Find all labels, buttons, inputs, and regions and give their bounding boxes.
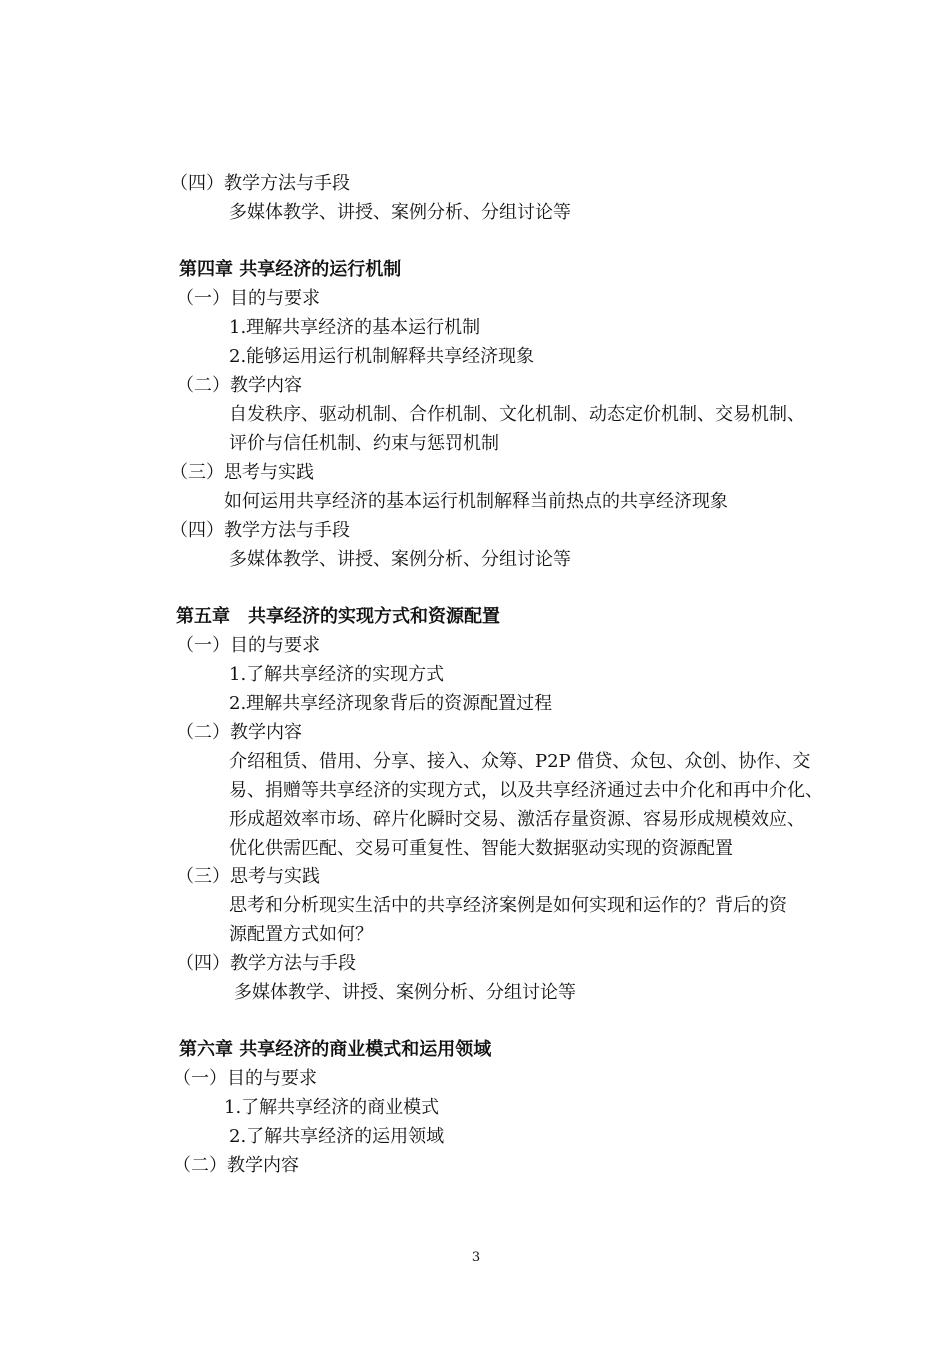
section-heading: （二）教学内容: [173, 1155, 299, 1176]
list-item: 2.了解共享经济的运用领域: [229, 1126, 445, 1147]
section-text: 介绍租赁、借用、分享、接入、众筹、P2P 借贷、众包、众创、协作、交: [229, 751, 811, 772]
section-text: 优化供需匹配、交易可重复性、智能大数据驱动实现的资源配置: [229, 838, 733, 859]
section-heading: （四）教学方法与手段: [170, 520, 350, 541]
list-item: 2.理解共享经济现象背后的资源配置过程: [229, 693, 553, 714]
list-item: 1.了解共享经济的商业模式: [224, 1097, 440, 1118]
section-text: 易、捐赠等共享经济的实现方式，以及共享经济通过去中介化和再中介化、: [229, 780, 823, 801]
list-item: 1.了解共享经济的实现方式: [229, 664, 445, 685]
section-heading: （三）思考与实践: [176, 866, 320, 887]
section-text: 多媒体教学、讲授、案例分析、分组讨论等: [229, 549, 571, 570]
section-text: 多媒体教学、讲授、案例分析、分组讨论等: [229, 202, 571, 223]
section-text: 多媒体教学、讲授、案例分析、分组讨论等: [234, 982, 576, 1003]
section-heading: （一）目的与要求: [176, 288, 320, 309]
section-heading: （二）教学内容: [176, 722, 302, 743]
section-heading: （四）教学方法与手段: [170, 173, 350, 194]
chapter-title: 第六章 共享经济的商业模式和运用领域: [179, 1039, 492, 1060]
section-text: 自发秩序、驱动机制、合作机制、文化机制、动态定价机制、交易机制、: [229, 404, 805, 425]
section-heading: （一）目的与要求: [176, 635, 320, 656]
section-text: 思考和分析现实生活中的共享经济案例是如何实现和运作的？背后的资: [229, 895, 787, 916]
section-heading: （三）思考与实践: [170, 462, 314, 483]
section-text: 如何运用共享经济的基本运行机制解释当前热点的共享经济现象: [224, 491, 728, 512]
chapter-title: 第四章 共享经济的运行机制: [179, 259, 402, 280]
section-text: 形成超效率市场、碎片化瞬时交易、激活存量资源、容易形成规模效应、: [229, 809, 805, 830]
chapter-title: 第五章 共享经济的实现方式和资源配置: [176, 606, 500, 627]
section-heading: （四）教学方法与手段: [176, 953, 356, 974]
page-number: 3: [471, 1250, 481, 1265]
section-text: 评价与信任机制、约束与惩罚机制: [229, 433, 499, 454]
list-item: 2.能够运用运行机制解释共享经济现象: [229, 346, 535, 367]
section-heading: （二）教学内容: [176, 375, 302, 396]
section-text: 源配置方式如何？: [229, 924, 373, 945]
section-heading: （一）目的与要求: [173, 1068, 317, 1089]
list-item: 1.理解共享经济的基本运行机制: [229, 317, 481, 338]
